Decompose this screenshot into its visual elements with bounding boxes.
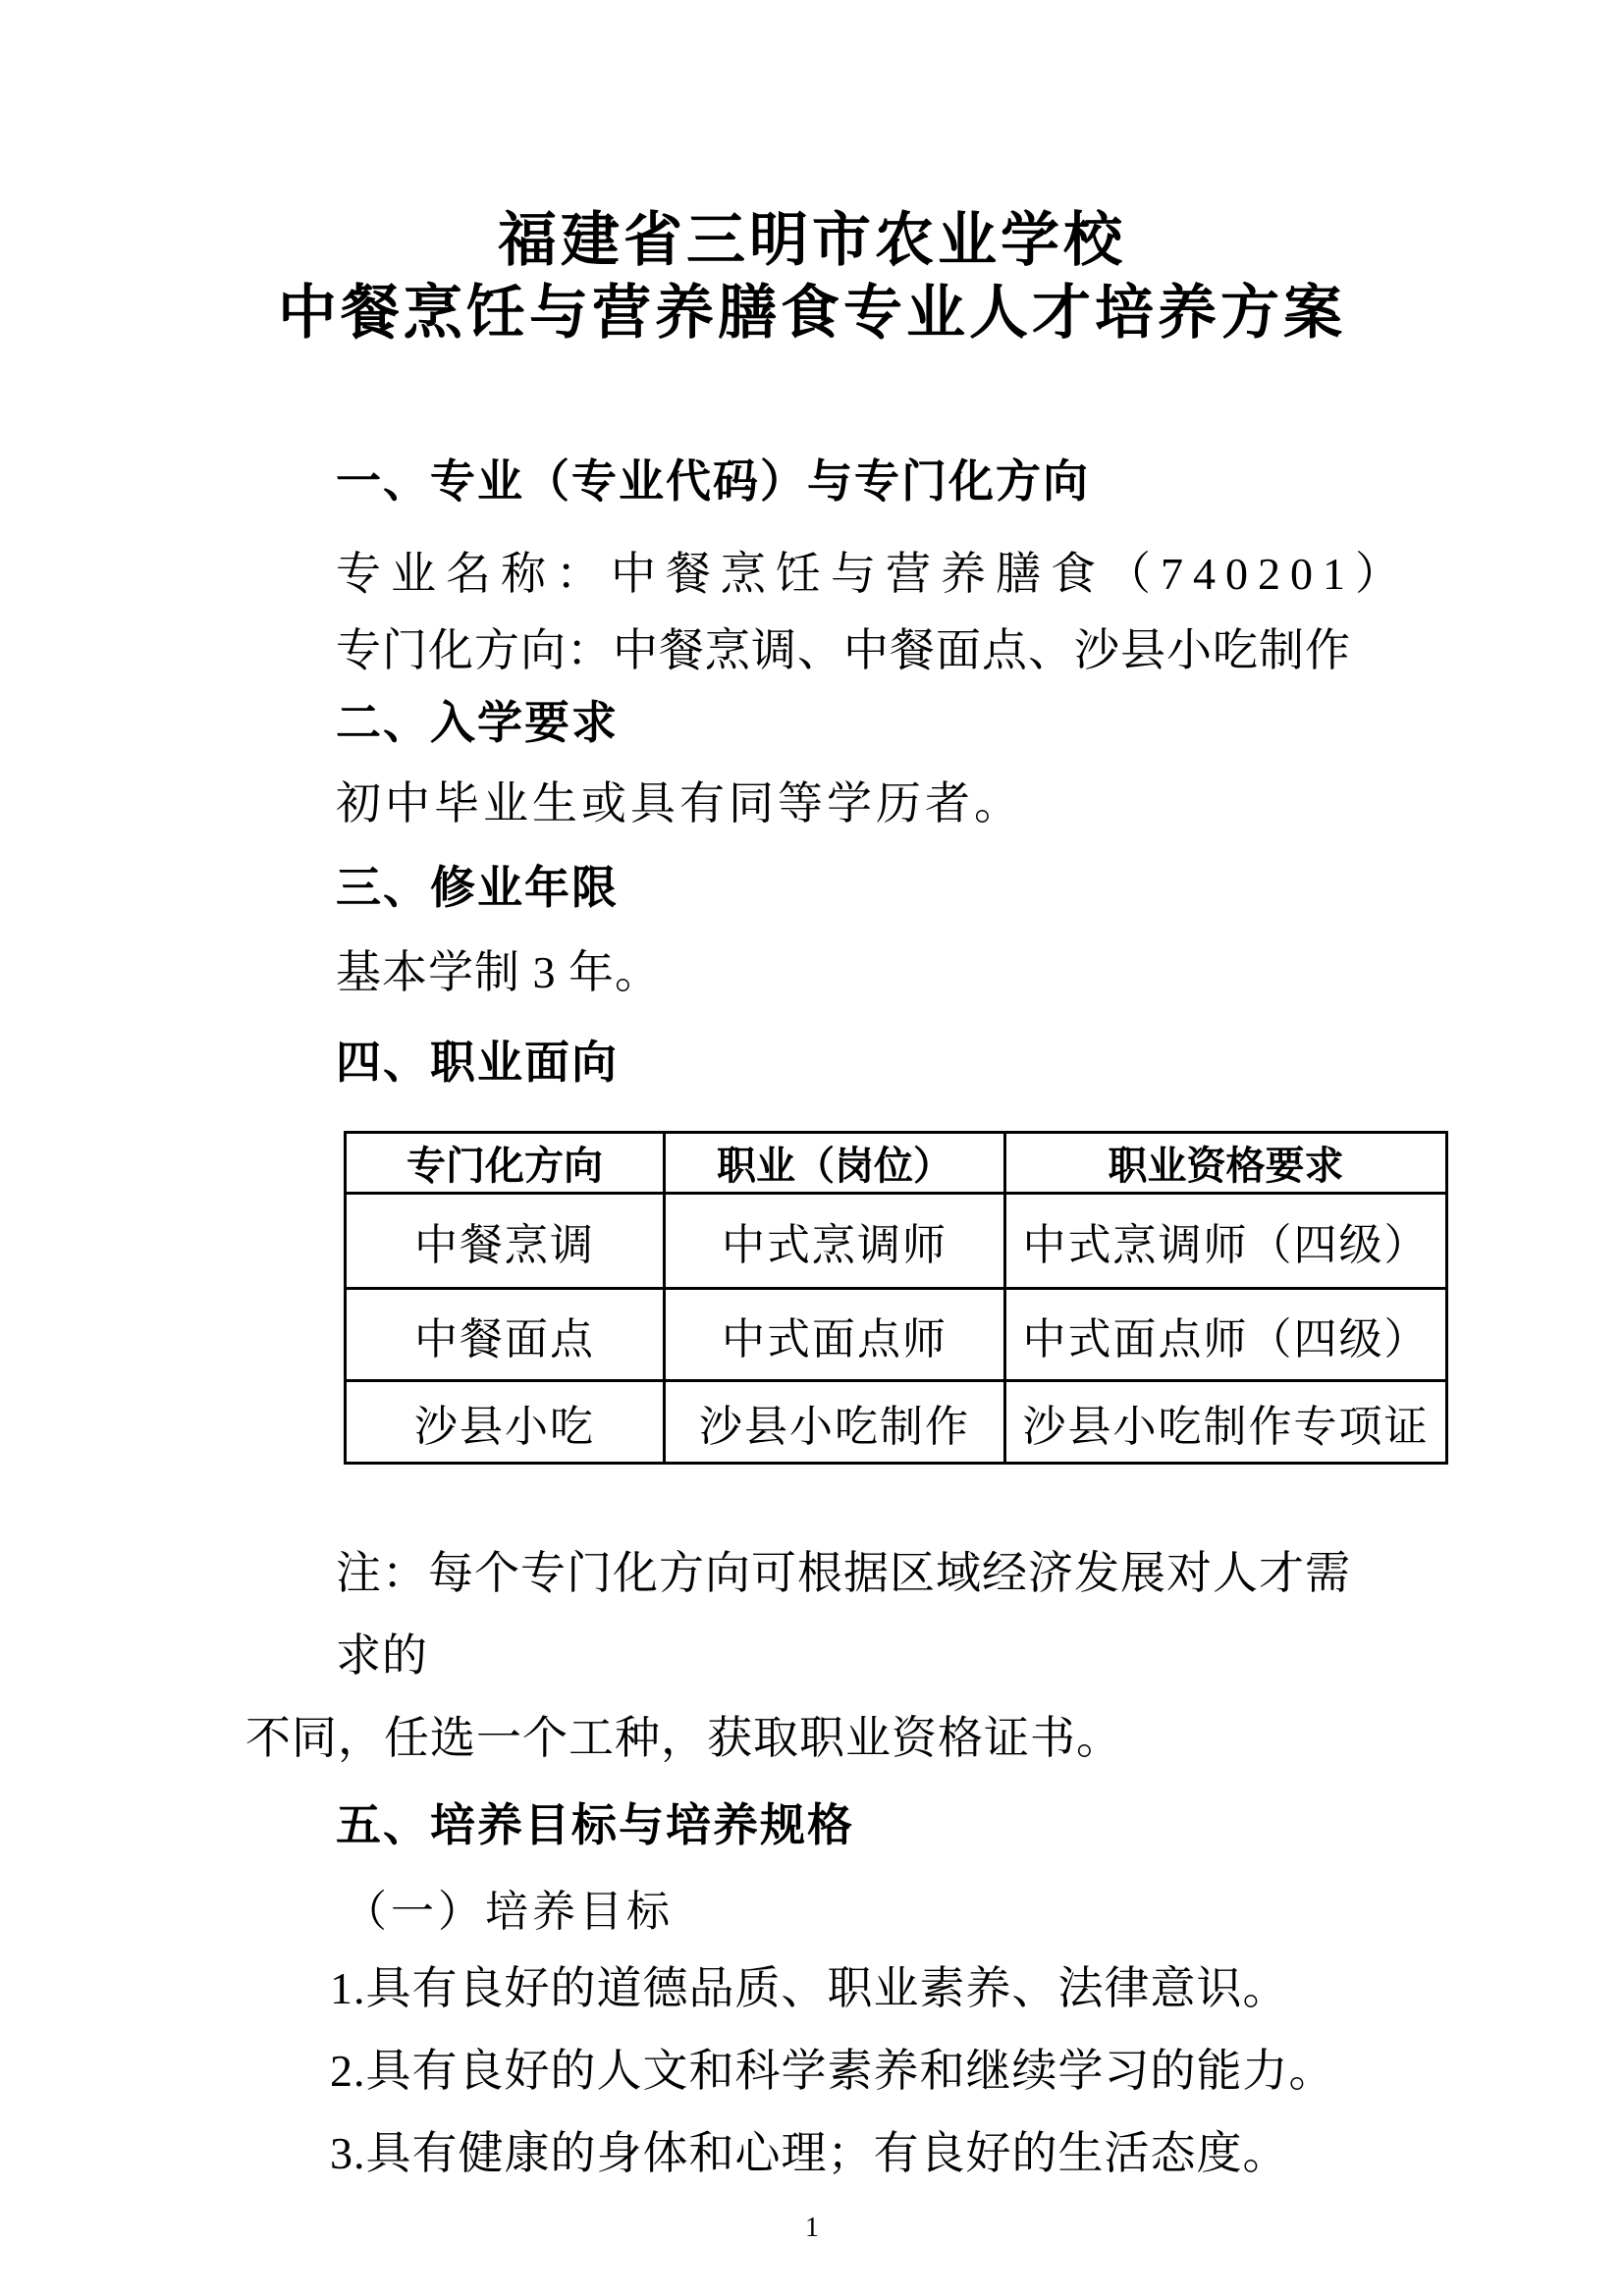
table-cell: 中式烹调师（四级） [1005, 1194, 1447, 1289]
table-cell: 沙县小吃制作 [665, 1381, 1005, 1464]
table-cell: 中式面点师 [665, 1289, 1005, 1381]
table-header-qualification: 职业资格要求 [1005, 1133, 1447, 1194]
objective-item-1: 1.具有良好的道德品质、职业素养、法律意识。 [330, 1963, 1289, 2013]
objective-item-2: 2.具有良好的人文和科学素养和继续学习的能力。 [330, 2046, 1335, 2096]
table-row [346, 1289, 1447, 1381]
table-cell: 沙县小吃制作专项证 [1005, 1381, 1447, 1464]
note-paragraph [245, 1532, 1379, 1780]
study-duration-text: 基本学制 3 年。 [336, 947, 661, 997]
page-number: 1 [805, 2213, 819, 2243]
career-orientation-table [344, 1131, 1448, 1465]
objective-item-3: 3.具有健康的身体和心理；有良好的生活态度。 [330, 2128, 1289, 2178]
table-cell: 中餐烹调 [346, 1194, 665, 1289]
table-row [346, 1194, 1447, 1289]
section-5-heading: 五、培养目标与培养规格 [336, 1799, 854, 1850]
table-cell: 中式面点师（四级） [1005, 1289, 1447, 1381]
note-line-2: 不同，任选一个工种，获取职业资格证书。 [245, 1713, 1122, 1763]
table-header-occupation: 职业（岗位） [665, 1133, 1005, 1194]
note-line-1: 注：每个专门化方向可根据区域经济发展对人才需求的 [336, 1548, 1351, 1681]
specialization-line: 专门化方向：中餐烹调、中餐面点、沙县小吃制作 [336, 625, 1351, 675]
table-header-specialization: 专门化方向 [346, 1133, 665, 1194]
training-objective-subheading: （一）培养目标 [344, 1888, 674, 1936]
document-title-line-1: 福建省三明市农业学校 [498, 208, 1126, 273]
section-2-heading: 二、入学要求 [336, 697, 619, 748]
table-cell: 中式烹调师 [665, 1194, 1005, 1289]
table-cell: 中餐面点 [346, 1289, 665, 1381]
table-header-row [346, 1133, 1447, 1194]
table-row [346, 1381, 1447, 1464]
document-title [245, 204, 1379, 349]
section-1-heading: 一、专业（专业代码）与专门化方向 [336, 455, 1090, 507]
section-3-heading: 三、修业年限 [336, 862, 619, 913]
admission-requirement-text: 初中毕业生或具有同等学历者。 [336, 778, 1023, 828]
document-title-line-2: 中餐烹饪与营养膳食专业人才培养方案 [278, 281, 1346, 346]
section-4-heading: 四、职业面向 [336, 1037, 619, 1088]
major-name-line: 专业名称：中餐烹饪与营养膳食（740201） [336, 549, 1410, 599]
table-cell: 沙县小吃 [346, 1381, 665, 1464]
